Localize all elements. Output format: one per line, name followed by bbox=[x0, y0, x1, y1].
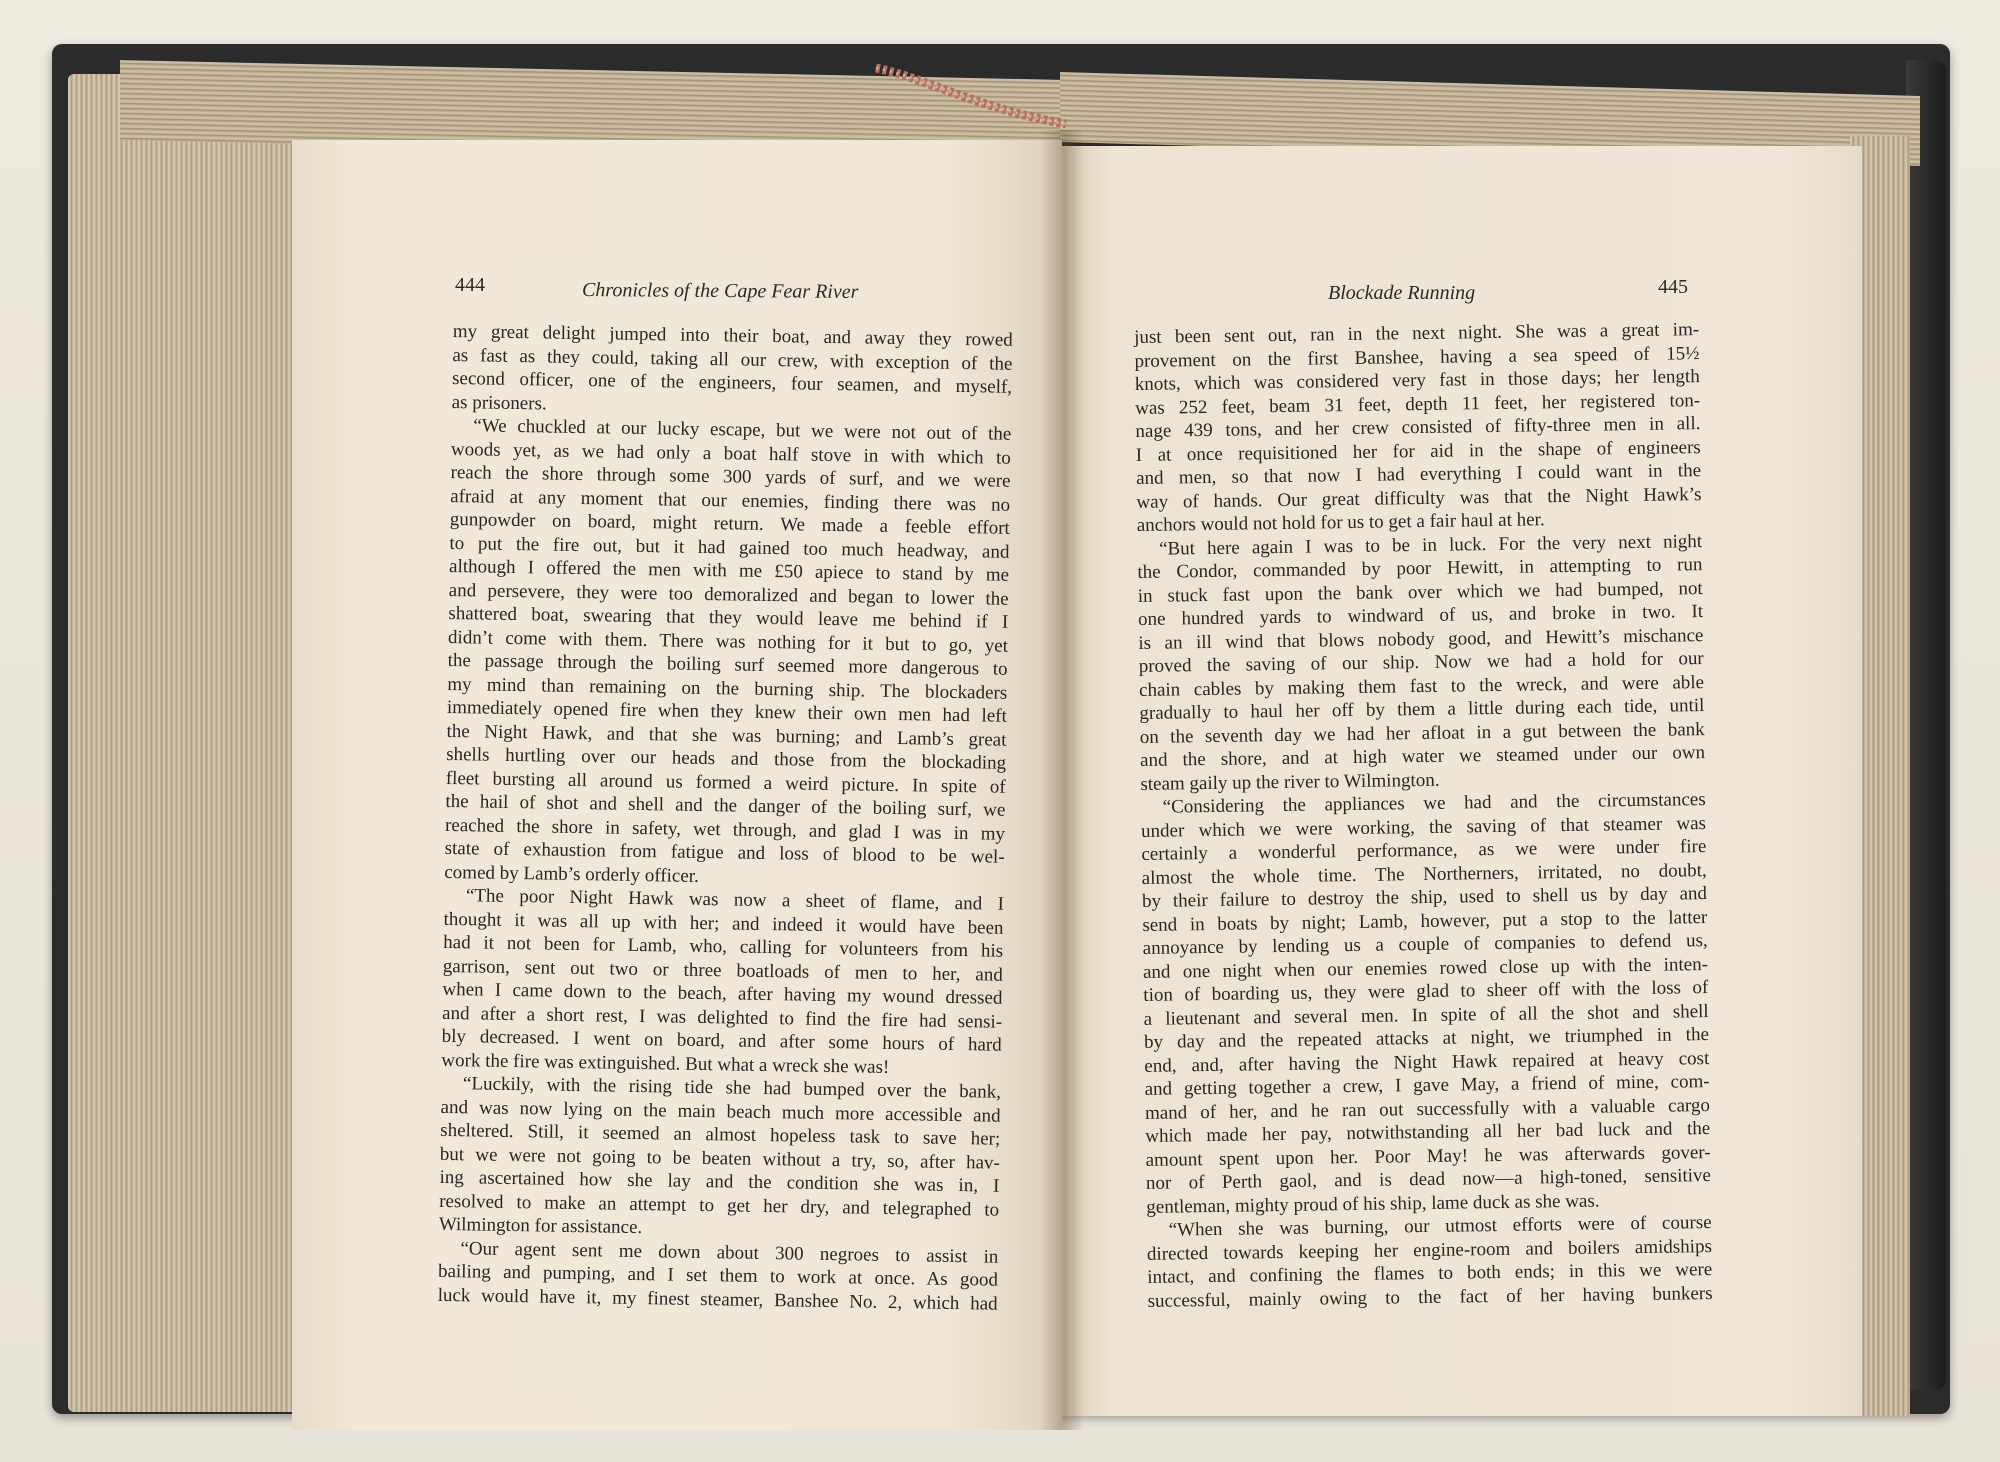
text-line: woods yet, as we had only a boat half stove in with which to bbox=[450, 438, 1012, 469]
text-line: the passage through the boiling surf seemed more dangerous to bbox=[447, 649, 1008, 680]
text-line: didn’t come with them. There was nothing for it but to go, yet bbox=[447, 626, 1009, 657]
text-line: under which we were working, the saving of that steamer was bbox=[1140, 812, 1707, 842]
text-line: and getting together a crew, I gave May, a friend of mine, com- bbox=[1144, 1071, 1710, 1100]
text-line: state of exhaustion from fatigue and loss of blood to be wel- bbox=[444, 837, 1005, 868]
text-line: the hail of shot and shell and the danger of the boiling surf, we bbox=[445, 790, 1006, 821]
text-line: I at once requisitioned her for aid in the shape of engineers bbox=[1135, 436, 1701, 466]
text-line: successful, mainly owing to the fact of her having bunkers bbox=[1147, 1282, 1713, 1312]
text-line: just been sent out, ran in the next night. She was a great im- bbox=[1134, 319, 1700, 348]
text-line: mand of her, and he ran out successfully with a valuable cargo bbox=[1144, 1094, 1711, 1124]
text-line: and one night when our enemies rowed close up with the inten- bbox=[1142, 953, 1709, 983]
text-line: anchors would not hold for us to get a fair haul at her. bbox=[1136, 509, 1545, 536]
page-number-right: 445 bbox=[1658, 276, 1688, 298]
text-line: gradually to haul her off by them a little during each tide, until bbox=[1139, 695, 1705, 724]
text-line: “The poor Night Hawk was now a sheet of flame, and I bbox=[465, 885, 1005, 915]
text-line: and men, so that now I had everything I could want in the bbox=[1135, 460, 1702, 489]
text-line: chain cables by making them fast to the wreck, and were able bbox=[1138, 671, 1705, 701]
text-line: “When she was burning, our utmost efforts were of course bbox=[1168, 1212, 1712, 1241]
text-line: and persevere, they were too demoralized and began to lower the bbox=[448, 579, 1009, 610]
text-line: immediately opened fire when they knew their own men had left bbox=[446, 696, 1008, 727]
text-line: and the shore, and at high water we steamed under our own bbox=[1139, 742, 1706, 771]
text-line: my mind than remaining on the burning ship. The blockaders bbox=[447, 673, 1008, 704]
page-number-left: 444 bbox=[455, 274, 485, 296]
text-line: on the seventh day we had her afloat in a gut between the bank bbox=[1139, 718, 1705, 748]
text-line: annoyance by lending us a couple of companies to defend us, bbox=[1142, 930, 1708, 959]
text-line: work the fire was extinguished. But what a wreck she was! bbox=[441, 1049, 890, 1078]
text-line: as fast as they could, taking all our crew, with exception of the bbox=[452, 344, 1013, 375]
text-line: is an ill wind that blows nobody good, and Hewitt’s mischance bbox=[1138, 624, 1704, 654]
text-line: garrison, sent out two or three boatloads of men to her, and bbox=[442, 955, 1003, 986]
text-line: reach the shore through some 300 yards of surf, and we were bbox=[450, 461, 1011, 492]
text-line: nage 439 tons, and her crew consisted of fifty-three men in all. bbox=[1135, 413, 1701, 442]
text-line: way of hands. Our great difficulty was that the Night Hawk’s bbox=[1136, 483, 1702, 513]
text-line: steam gaily up the river to Wilmington. bbox=[1140, 769, 1440, 795]
text-line: provement on the first Banshee, having a sea speed of 15½ bbox=[1134, 342, 1700, 372]
text-line: which made her pay, notwithstanding all her bad luck and the bbox=[1145, 1118, 1711, 1147]
text-line: by day and the repeated attacks at night, we triumphed in the bbox=[1143, 1024, 1710, 1053]
text-line: bly decreased. I went on board, and after some hours of hard bbox=[441, 1025, 1002, 1056]
running-title-left: Chronicles of the Cape Fear River bbox=[581, 279, 859, 303]
left-page-body-text bbox=[437, 320, 1012, 1316]
text-line: ing ascertained how she lay and the condition she was in, I bbox=[439, 1166, 1000, 1197]
text-line: shattered boat, swearing that they would leave me behind if I bbox=[448, 602, 1009, 633]
text-line: gentleman, mighty proud of his ship, lame duck as she was. bbox=[1146, 1190, 1600, 1218]
text-line: “But here again I was to be in luck. For the very next night bbox=[1158, 530, 1703, 560]
text-line: by their failure to destroy the ship, used to shell us by day and bbox=[1141, 883, 1708, 912]
text-line: “Considering the appliances we had and the circumstances bbox=[1162, 789, 1706, 818]
text-line: one hundred yards to windward of us, and broke in two. It bbox=[1137, 601, 1704, 630]
text-line: bailing and pumping, and I set them to work at once. As good bbox=[437, 1260, 999, 1291]
text-line: luck would have it, my finest steamer, Banshee No. 2, which had bbox=[437, 1284, 998, 1315]
text-line: tion of boarding us, they were glad to sheer off with the loss of bbox=[1143, 977, 1709, 1006]
text-line: knots, which was considered very fast in those days; her length bbox=[1134, 366, 1700, 395]
text-line: proved the saving of our ship. Now we had a hold for our bbox=[1138, 648, 1704, 677]
text-line: amount spent upon her. Poor May! he was afterwards gover- bbox=[1145, 1141, 1711, 1171]
text-line: Wilmington for assistance. bbox=[438, 1213, 643, 1239]
text-line: reached the shore in safety, wet through, and glad I was in my bbox=[444, 814, 1006, 845]
text-line: and after a short rest, I was delighted to find the fire had sensi- bbox=[441, 1002, 1003, 1033]
text-line: “We chuckled at our lucky escape, but we were not out of the bbox=[473, 415, 1012, 445]
text-line: in stuck fast upon the bank over which we had bumped, not bbox=[1137, 577, 1703, 607]
text-line: shells hurtling over our heads and those from the blockading bbox=[446, 743, 1007, 774]
text-line: certainly a wonderful performance, as we were under fire bbox=[1141, 836, 1707, 865]
text-line: fleet bursting all around us formed a weird picture. In spite of bbox=[445, 767, 1006, 798]
text-line: afraid at any moment that our enemies, finding there was no bbox=[450, 485, 1011, 516]
text-line: directed towards keeping her engine-room and boilers amidships bbox=[1146, 1235, 1713, 1265]
text-line: end, and, after having the Night Hawk repaired at heavy cost bbox=[1144, 1047, 1710, 1077]
text-line: comed by Lamb’s orderly officer. bbox=[444, 861, 699, 887]
text-line: a lieutenant and several men. In spite of all the shot and shell bbox=[1143, 1000, 1709, 1030]
book-gutter bbox=[1040, 130, 1084, 1430]
text-line: almost the whole time. The Northerners, irritated, no doubt, bbox=[1141, 859, 1707, 889]
text-line: nor of Perth gaol, and is dead now—a high-toned, sensitive bbox=[1145, 1165, 1712, 1194]
ribbon-bookmark bbox=[866, 58, 1076, 128]
text-line: the Condor, commanded by poor Hewitt, in attempting to run bbox=[1137, 554, 1703, 583]
text-line: had it not been for Lamb, who, calling for volunteers from his bbox=[443, 931, 1004, 962]
text-line: the Night Hawk, and that she was burning; and Lamb’s great bbox=[446, 720, 1007, 751]
text-line: my great delight jumped into their boat, and away they rowed bbox=[452, 320, 1013, 351]
text-line: thought it was all up with her; and indeed it would have been bbox=[443, 908, 1004, 939]
text-line: when I came down to the beach, after having my wound dressed bbox=[442, 978, 1003, 1009]
text-line: send in boats by night; Lamb, however, put a stop to the latter bbox=[1142, 906, 1708, 936]
text-line: although I offered the men with me £50 apiece to stand by me bbox=[448, 555, 1010, 586]
text-line: gunpowder on board, might return. We made a feeble effort bbox=[449, 508, 1010, 539]
text-line: to put the fire out, but it had gained too much headway, and bbox=[449, 532, 1010, 563]
text-line: resolved to make an attempt to get her dry, and telegraphed to bbox=[438, 1190, 1000, 1221]
text-line: but we were not going to be beaten without a try, so, after hav- bbox=[439, 1143, 1000, 1174]
text-line: “Our agent sent me down about 300 negroes to assist in bbox=[460, 1237, 999, 1268]
book-cover-edge bbox=[1906, 60, 1946, 1390]
right-page-body-text bbox=[1134, 318, 1713, 1313]
text-line: intact, and confining the flames to both ends; in this we were bbox=[1147, 1259, 1713, 1288]
text-line: sheltered. Still, it seemed an almost hopeless task to save her; bbox=[440, 1119, 1001, 1150]
running-title-right: Blockade Running bbox=[1328, 282, 1476, 304]
text-line: “Luckily, with the rising tide she had bumped over the bank, bbox=[462, 1073, 1002, 1103]
text-line: and was now lying on the main beach much more accessible and bbox=[440, 1096, 1001, 1127]
text-line: second officer, one of the engineers, four seamen, and myself, bbox=[451, 367, 1013, 398]
text-line: was 252 feet, beam 31 feet, depth 11 feet, her registered ton- bbox=[1134, 389, 1701, 419]
text-line: as prisoners. bbox=[451, 391, 547, 414]
